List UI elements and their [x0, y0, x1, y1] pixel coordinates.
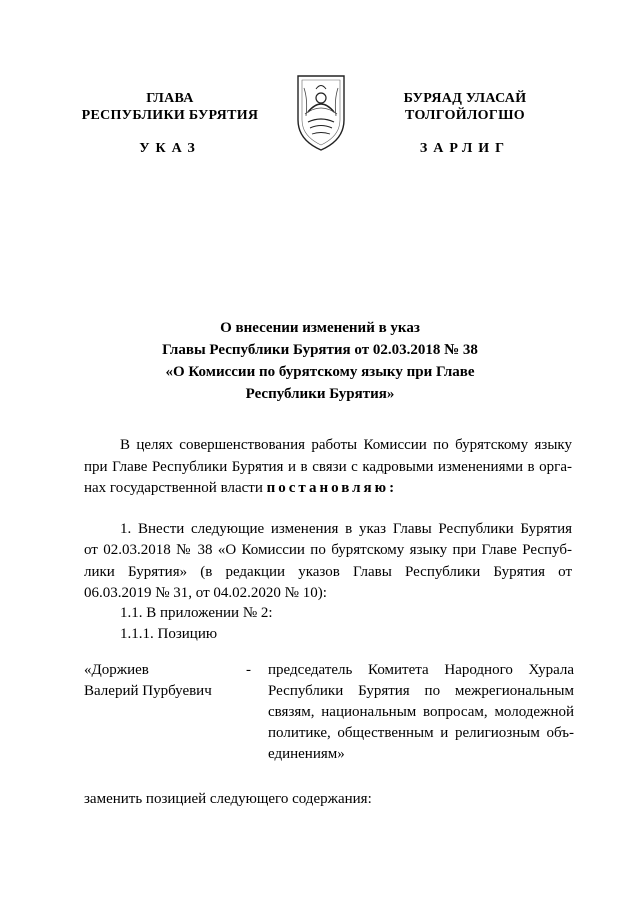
preamble-line2: при Главе Республики Бурятия и в связи с кадровыми изменениями в орга- [84, 459, 572, 475]
item1-line1: 1. Внести следующие изменения в указ Главы Республики Бурятия [120, 521, 572, 537]
position-name-line2: Валерий Пурбуевич [84, 683, 212, 699]
position-desc-line1: председатель Комитета Народного Хурала [268, 662, 574, 678]
document-title [120, 317, 520, 405]
position-desc-line5: единениям» [268, 746, 345, 762]
header-left [70, 90, 270, 124]
header-right-line1: БУРЯАД УЛАСАЙ [403, 91, 527, 106]
title-line4: Республики Бурятия» [245, 386, 395, 402]
header-right-line2: ТОЛГОЙЛОГШО [405, 108, 525, 123]
position-desc-line3: связям, национальным вопросам, молодежной [268, 704, 574, 720]
item1-line3: лики Бурятия» (в редакции указов Главы Республики Бурятия от [84, 564, 572, 580]
title-line1: О внесении изменений в указ [220, 320, 420, 336]
header-left-line2: РЕСПУБЛИКИ БУРЯТИЯ [81, 108, 259, 123]
header-right [360, 90, 570, 124]
doc-type-right: ЗАРЛИГ [419, 141, 511, 156]
doc-type-left: УКАЗ [139, 141, 201, 156]
position-desc-line4: политике, общественным и религиозным объ- [268, 725, 574, 741]
decree-keyword: постановляю: [266, 480, 398, 496]
title-line3: «О Комиссии по бурятскому языку при Главе [165, 364, 475, 380]
header-left-line1: ГЛАВА [146, 91, 194, 106]
item1-line2: от 02.03.2018 № 38 «О Комиссии по бурятскому языку при Главе Респуб- [84, 542, 572, 558]
preamble-line3 [84, 478, 397, 499]
position-dash: - [246, 662, 251, 678]
item1-sub1: 1.1. В приложении № 2: [120, 605, 273, 621]
position-name-line1: «Доржиев [84, 662, 149, 678]
replace-instruction: заменить позицией следующего содержания: [84, 791, 372, 807]
preamble-line3-text: нах государственной власти [84, 480, 267, 496]
position-desc-line2: Республики Бурятия по межрегиональным [268, 683, 574, 699]
item1-sub2: 1.1.1. Позицию [120, 626, 218, 642]
item1-line4: 06.03.2019 № 31, от 04.02.2020 № 10): [84, 585, 327, 601]
coat-of-arms-emblem [294, 70, 348, 152]
title-line2: Главы Республики Бурятия от 02.03.2018 № 38 [162, 342, 478, 358]
preamble-line1: В целях совершенствования работы Комиссии по бурятскому языку [120, 437, 572, 453]
